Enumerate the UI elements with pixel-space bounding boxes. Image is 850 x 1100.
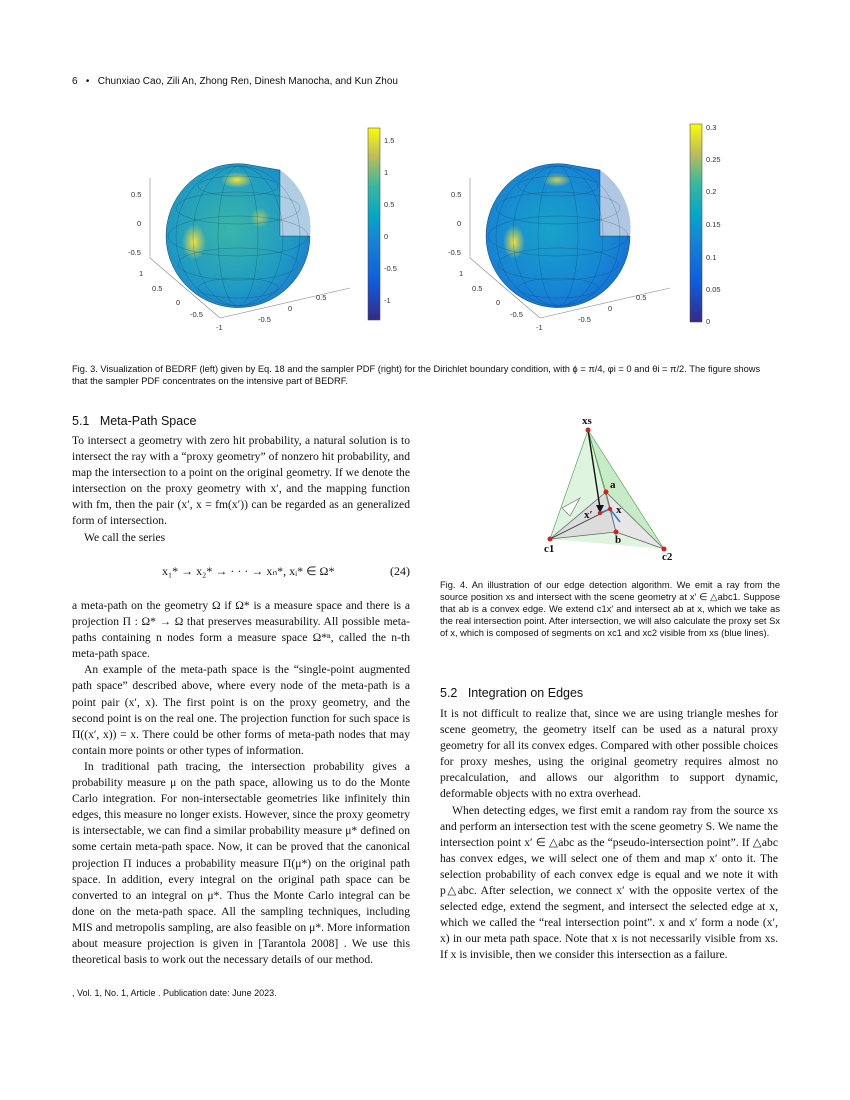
right-x-tick-1: 0 [608, 304, 613, 313]
right-x-tick-2: 0.5 [636, 293, 647, 302]
right-cbar-tick-3: 0.15 [706, 220, 721, 229]
right-y-tick-2: 0 [496, 298, 501, 307]
left-y-tick-2: 0 [176, 298, 181, 307]
paragraph: It is not difficult to realize that, since we are using triangle meshes for scene geometry, the geometry itself can be used as a natural proxy geometry for all its convex edges. Compared with other possible choices for proxy meshes, using the original geometry requires almost no precalculation, and allows our algorithm to support dynamic, deformable objects with no extra overhead. [440, 707, 778, 801]
right-colorbar [690, 123, 721, 326]
left-x-tick-2: 0.5 [316, 293, 327, 302]
left-column-bottom [72, 598, 410, 968]
label-c1: c1 [544, 543, 555, 555]
left-z-tick-2: -0.5 [128, 248, 141, 257]
paragraph: a meta-path on the geometry Ω if Ω* is a measure space and there is a projection Π : Ω* → Ω that preserves measurability. All possible meta-paths containing n nodes form a measure space Ω*ⁿ, called the n-th meta-path space. [72, 599, 410, 661]
right-sphere [486, 164, 630, 308]
page-number: 6 [72, 76, 78, 87]
running-header [72, 76, 398, 87]
right-cbar-tick-4: 0.1 [706, 253, 717, 262]
right-y-tick-0: 1 [459, 269, 464, 278]
right-y-tick-3: -0.5 [510, 310, 523, 319]
left-column-top [72, 433, 410, 546]
right-cbar-tick-5: 0.05 [706, 285, 721, 294]
right-cbar-tick-1: 0.25 [706, 155, 721, 164]
left-cbar-tick-0: 1.5 [384, 136, 395, 145]
label-b: b [615, 534, 622, 546]
figure-3-plots [120, 118, 780, 338]
right-x-tick-0: -0.5 [578, 315, 591, 324]
equation-body: x₁* → x₂* → · · · → xₙ*, xᵢ* ∈ Ω* [162, 564, 335, 578]
right-z-tick-0: 0.5 [451, 190, 462, 199]
section-5-2-number: 5.2 [440, 686, 458, 700]
left-y-tick-0: 1 [139, 269, 144, 278]
left-y-tick-4: -1 [216, 323, 223, 332]
left-sphere [166, 164, 310, 308]
label-a: a [610, 479, 616, 491]
section-5-1-title: Meta-Path Space [99, 414, 197, 428]
left-x-tick-1: 0 [288, 304, 293, 313]
section-5-1-number: 5.1 [72, 414, 90, 428]
header-authors: Chunxiao Cao, Zili An, Zhong Ren, Dinesh Manocha, and Kun Zhou [97, 76, 398, 87]
left-y-tick-3: -0.5 [190, 310, 203, 319]
left-cbar-tick-5: -1 [384, 296, 391, 305]
right-cbar-tick-2: 0.2 [706, 187, 717, 196]
left-z-tick-1: 0 [137, 219, 142, 228]
paragraph: An example of the meta-path space is the “single-point augmented path space” described above, where every node of the meta-path is a point pair (x′, x). The first point is on the proxy geometry, and the second point is on the real one. The projection function for such space is Π((x′, x)) = x. There could be other forms of meta-path nodes that may contain more points or other types of information. [72, 663, 410, 757]
left-cbar-tick-3: 0 [384, 232, 389, 241]
paragraph: When detecting edges, we first emit a random ray from the source xs and perform an intersection test with the scene geometry S. We name the intersection point x′ ∈ △abc as the “pseudo-intersection point”. If △abc has convex edges, we will select one of them and map x′ onto it. The selection probability of each convex edge is equal and we note it with p△abc. After selection, we connect x′ with the opposite vertex of the selected edge, extend the segment, and intersect the selected edge at x, which we called the “real intersection point”. x and x′ form a node (x′, x) in our meta path space. Note that x is not necessarily visible from xs. If x is invisible, then we consider this intersection as a failure. [440, 803, 778, 962]
right-z-tick-1: 0 [457, 219, 462, 228]
section-5-2-heading [440, 686, 583, 700]
figure-4-diagram [540, 412, 690, 562]
section-5-1-heading [72, 414, 196, 428]
left-x-tick-0: -0.5 [258, 315, 271, 324]
figure-3-caption: Fig. 3. Visualization of BEDRF (left) given by Eq. 18 and the sampler PDF (right) for the Dirichlet boundary condition, with ϕ = π/4, φi = 0 and θi = π/2. The figure shows that the sampler PDF concentrates on the intensive part of BEDRF. [72, 364, 761, 386]
paragraph: In traditional path tracing, the intersection probability gives a probability measure μ on the path space, allowing us to do the Monte Carlo integration. For non-intersectable geometries like infinitely thin edges, this measure no longer exists. However, since the proxy geometry is intersectable, we can find a similar probability measure μ* defined on some certain meta-path space. Now, it can be proved that the canonical projection Π induces a probability measure Π(μ*) on the original path space. In addition, every integral on the original path space can be converted to an integral on μ*. Thus the Monte Carlo integral can be done on the meta-path space. All the sampling techniques, including MIS and metropolis sampling, are also feasible on μ*. More information about measure projection is given in [Tarantola 2008] . We use this theoretical basis to work out the necessary details of our method. [72, 759, 410, 967]
right-z-tick-2: -0.5 [448, 248, 461, 257]
label-x: x [616, 504, 622, 516]
label-x-prime: x′ [584, 509, 593, 521]
label-xs: xs [582, 415, 592, 427]
left-cbar-tick-2: 0.5 [384, 200, 395, 209]
section-5-2-title: Integration on Edges [467, 686, 584, 700]
right-cbar-tick-6: 0 [706, 317, 711, 326]
right-y-tick-4: -1 [536, 323, 543, 332]
equation-number: (24) [390, 564, 410, 578]
left-colorbar [368, 128, 397, 320]
left-y-tick-1: 0.5 [152, 284, 163, 293]
equation-24 [72, 562, 410, 584]
figure-4-caption: Fig. 4. An illustration of our edge detection algorithm. We emit a ray from the source position xs and intersect with the scene geometry at x′ ∈ △abc1. Suppose that ab is a convex edge. We extend c1x′ and intersect ab at x, which we take as the real intersection point. After intersection, we will also calculate the proxy set Sx of x, which is composed of segments on xc1 and xc2 visible from xs (blue lines). [440, 580, 780, 638]
header-bullet: • [85, 76, 90, 87]
label-c2: c2 [662, 551, 673, 562]
left-cbar-tick-4: -0.5 [384, 264, 397, 273]
right-cbar-tick-0: 0.3 [706, 123, 717, 132]
right-y-tick-1: 0.5 [472, 284, 483, 293]
left-cbar-tick-1: 1 [384, 168, 389, 177]
paragraph: To intersect a geometry with zero hit probability, a natural solution is to intersect the ray with a “proxy geometry” of nonzero hit probability, and map the intersection to a point on the original geometry. If we denote the intersection on the proxy geometry with x′, and the mapping function with fm, then the pair (x′, x = fm(x′)) can be regarded as an generalized form of intersection. [72, 434, 410, 528]
paragraph: We call the series [84, 530, 166, 544]
page-footer: , Vol. 1, No. 1, Article . Publication date: June 2023. [72, 988, 277, 998]
right-column [440, 706, 778, 964]
left-z-tick-0: 0.5 [131, 190, 142, 199]
